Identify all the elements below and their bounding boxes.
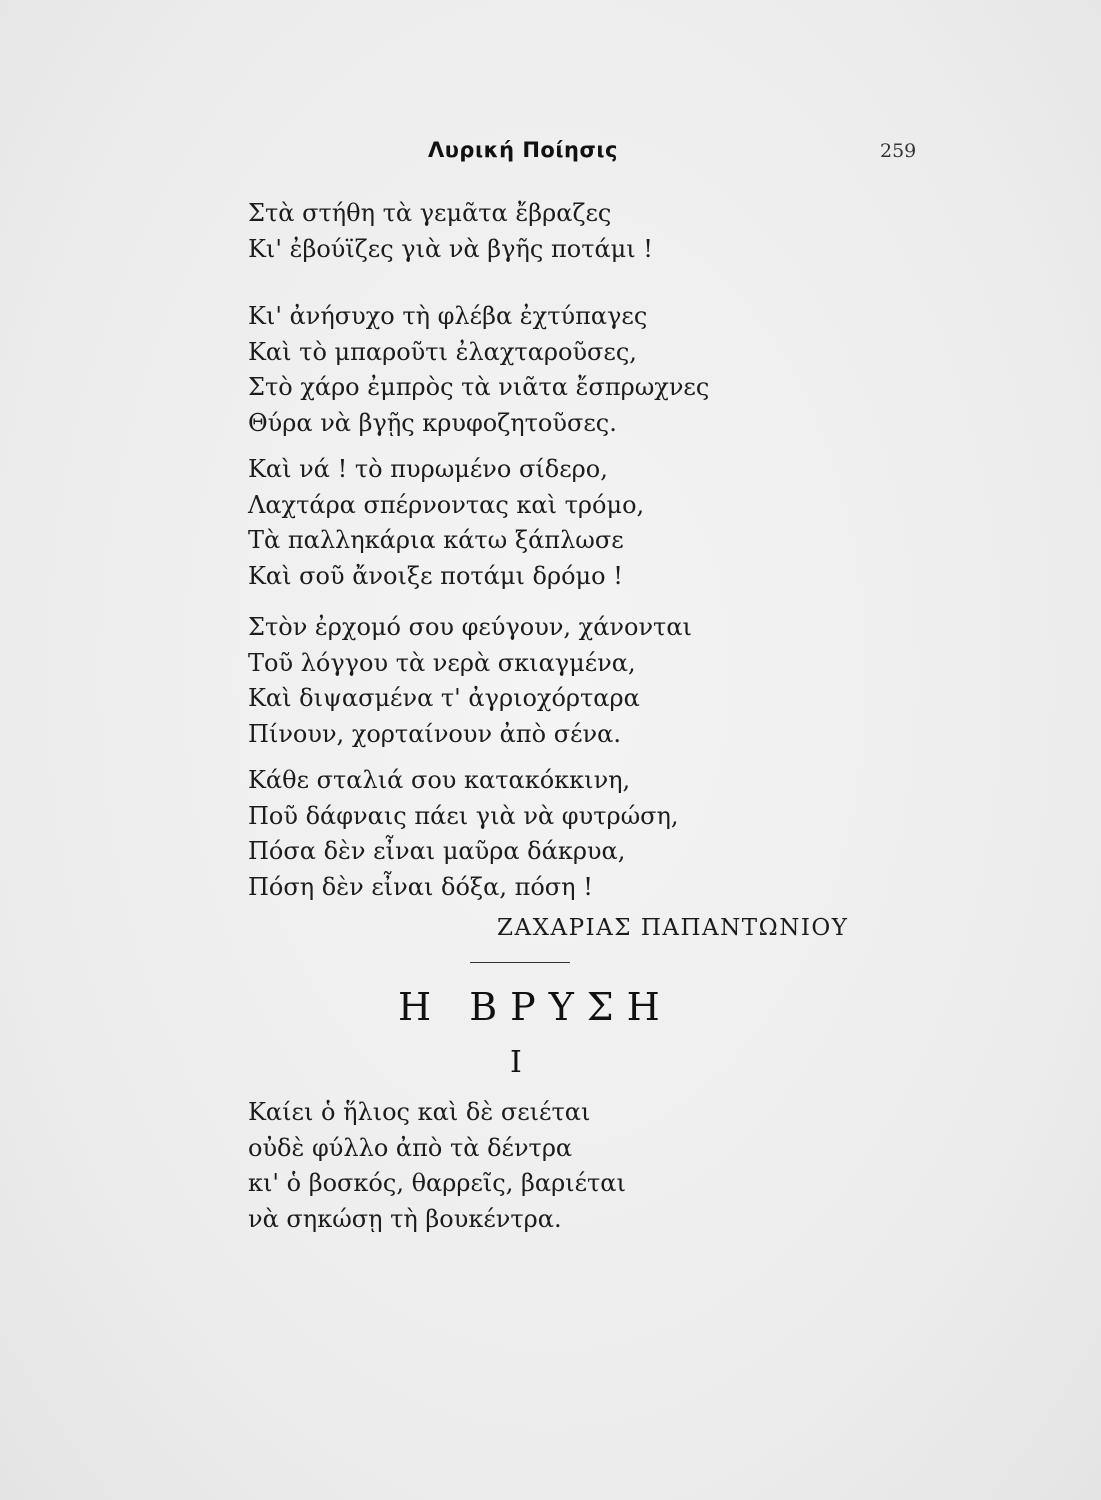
verse-line: Στὸν ἐρχομό σου φεύγουν, χάνονται [248,613,692,641]
verse-line: Στὰ στήθη τὰ γεμᾶτα ἔβραζες [248,199,612,227]
verse-line: Καίει ὁ ἥλιος καὶ δὲ σειέται [248,1098,591,1126]
running-head: Λυρική Ποίησις [428,138,618,162]
verse-line: Κάθε σταλιά σου κατακόκκινη, [248,766,631,794]
poem-one-stanza-1 [248,196,653,267]
poem-one-stanza-2 [248,299,709,441]
verse-line: Στὸ χάρο ἐμπρὸς τὰ νιᾶτα ἔσπρωχνες [248,373,710,401]
verse-line: Πίνουν, χορταίνουν ἀπὸ σένα. [248,719,621,748]
poem-author: ΖΑΧΑΡΙΑΣ ΠΑΠΑΝΤΩΝΙΟΥ [497,915,849,941]
poem-one-stanza-4 [248,610,692,752]
verse-line: κι' ὁ βοσκός, θαρρεῖς, βαριέται [248,1169,626,1197]
page-number: 259 [880,140,917,162]
verse-line: Καὶ νά ! τὸ πυρωμένο σίδερο, [248,455,608,483]
poem-title: Η ΒΡΥΣΗ [398,985,673,1029]
section-divider [470,962,570,963]
verse-line: Καὶ σοῦ ἄνοιξε ποτάμι δρόμο ! [248,561,623,590]
verse-line: Λαχτάρα σπέρνοντας καὶ τρόμο, [248,490,645,519]
verse-line: Πόσα δὲν εἶναι μαῦρα δάκρυα, [248,837,626,865]
verse-line: νὰ σηκώσῃ τὴ βουκέντρα. [248,1204,562,1233]
verse-line: Κι' ἀνήσυχο τὴ φλέβα ἐχτύπαγες [248,302,648,330]
verse-line: οὐδὲ φύλλο ἀπὸ τὰ δέντρα [248,1133,573,1162]
verse-line: Ποῦ δάφναις πάει γιὰ νὰ φυτρώση, [248,801,679,830]
poem-one-stanza-3 [248,452,644,594]
section-numeral: I [510,1045,522,1080]
verse-line: Πόση δὲν εἶναι δόξα, πόση ! [248,872,593,901]
verse-line: Τὰ παλληκάρια κάτω ξάπλωσε [248,526,624,554]
verse-line: Θύρα νὰ βγῇς κρυφοζητοῦσες. [248,408,617,437]
verse-line: Καὶ τὸ μπαρoῦτι ἐλαχταροῦσες, [248,337,637,366]
verse-line: Κι' ἐβούϊζες γιὰ νὰ βγῆς ποτάμι ! [248,234,653,263]
poem-one-stanza-5 [248,763,679,905]
poem-two-stanza-1 [248,1095,626,1237]
verse-line: Καὶ διψασμένα τ' ἀγριοχόρταρα [248,684,640,712]
verse-line: Τοῦ λόγγου τὰ νερὰ σκιαγμένα, [248,648,636,677]
